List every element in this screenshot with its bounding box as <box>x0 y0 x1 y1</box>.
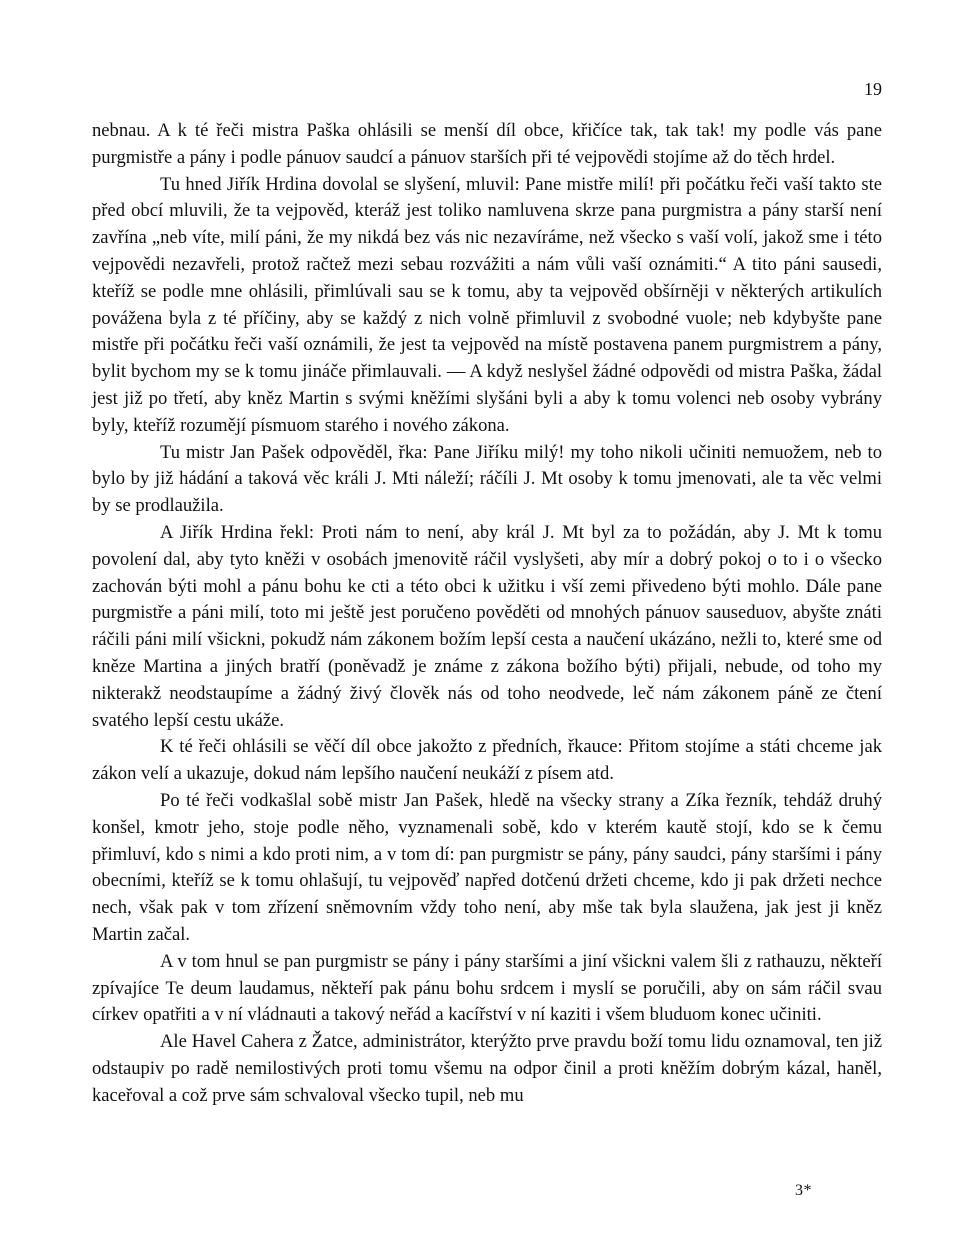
paragraph: A Jiřík Hrdina řekl: Proti nám to není, aby král J. Mt byl za to požádán, aby J. Mt k tomu povolení dal, aby tyto kněži v osobách jmenovitě ráčil vyslyšeti, aby mír a dobrý pokoj o to i o všecko zachován býti mohl a pánu bohu ke cti a této obci k užitku i vší zemi přivedeno býti mohlo. Dále pane purgmistře a páni milí, toto mi ještě jest poručeno pověděti od mnohých pánuov sauseduov, abyšte znáti ráčili páni milí všickni, pokudž nám zákonem božím lepší cesta a naučení ukázáno, nežli to, které sme od kněze Martina a jiných bratří (poněvadž je známe z zákona božího býti) přijali, nebude, od toho my nikterakž neodstaupíme a žádný živý člověk nás od toho neodvede, leč nám zákonem páně ze čtení svatého lepší cestu ukáže. <box>92 521 882 731</box>
signature-mark: 3* <box>795 1182 812 1199</box>
paragraph: Po té řeči vodkašlal sobě mistr Jan Pašek, hledě na všecky strany a Zíka řezník, tehdáž druhý konšel, kmotr jeho, stoje podle něho, vyznamenali sobě, kdo v kterém kautě stojí, kdo se k čemu přimluví, kdo s nimi a kdo proti nim, a v tom dí: pan purgmistr se pány, pány saudci, pány staršími i pány obecními, kteříž se k tomu ohlašují, tu vejpověď napřed dotčenú držeti chceme, kdo ji pak držeti nechce nech, však pak v tom zřízení sněmovním vždy toho není, aby mše tak byla slaužena, jak jest ji kněz Martin začal. <box>92 789 882 945</box>
paragraph: nebnau. A k té řeči mistra Paška ohlásili se menší díl obce, křičíce tak, tak tak! my podle vás pane purgmistře a pány i podle pánuov saudcí a pánuov starších při té vejpovědi stojíme až do těch hrdel. <box>92 120 882 168</box>
paragraph: A v tom hnul se pan purgmistr se pány i pány staršími a jiní všickni valem šli z rathauzu, někteří zpívajíce Te deum laudamus, někteří pak pánu bohu srdcem i myslí se poručili, aby on sám ráčil svau církev opatřiti a v ní vládnauti a takový neřád a kacířství v ní kaziti i všem bluduom konec učiniti. <box>92 950 882 1026</box>
page-number: 19 <box>864 79 882 99</box>
paragraph: K té řeči ohlásili se věčí díl obce jakožto z předních, řkauce: Přitom stojíme a státi chceme jak zákon velí a ukazuje, dokud nám lepšího naučení neukáží z písem atd. <box>92 736 882 785</box>
paragraph: Tu mistr Jan Pašek odpověděl, řka: Pane Jiříku milý! my toho nikoli učiniti nemuožem, neb to bylo by již hádání a taková věc králi J. Mti náleží; ráčíli J. Mt osoby k tomu jmenovati, ale ta věc velmi by se prodlaužila. <box>92 441 882 517</box>
paragraph: Tu hned Jiřík Hrdina dovolal se slyšení, mluvil: Pane mistře milí! při počátku řeči vaší takto ste před obcí mluvili, že ta vejpověd, kteráž jest toliko namluvena skrze pana purgmistra a pány starší není zavřína „neb víte, milí páni, že my nikdá bez vás nic nezavíráme, než všecko s vaší volí, jakož sme i této vejpovědi nezavřeli, protož račtež mezi sebau rozvážiti a nám vůli vaší oznámiti.“ A tito páni sausedi, kteříž se podle mne ohlásili, přimlúvali sau se k tomu, aby ta vejpověd obšírněji v některých artikulích povážena byla z té příčiny, aby se každý z nich volně přimluvil z svobodné vuole; neb kdybyšte pane mistře při počátku řeči vaší oznámili, že jest ta vejpověd na místě postavena panem purgmistrem a pány, bylit bychom my se k tomu jináče přimlauvali. — A když neslyšel žádné odpovědi od mistra Paška, žádal jest již po třetí, aby kněz Martin s svými kněžími slyšáni byli a aby k tomu volenci neb osoby vybrány byly, kteříž rozumějí písmuom starého i nového zákona. <box>92 173 882 436</box>
paragraph: Ale Havel Cahera z Žatce, administrátor, kterýžto prve pravdu boží tomu lidu oznamoval, ten již odstaupiv po radě nemilostivých proti tomu všemu na odpor činil a proti kněžím dobrým kázal, haněl, kaceřoval a což prve sám schvaloval všecko tupil, neb mu <box>92 1031 882 1106</box>
body-text <box>92 118 882 1109</box>
